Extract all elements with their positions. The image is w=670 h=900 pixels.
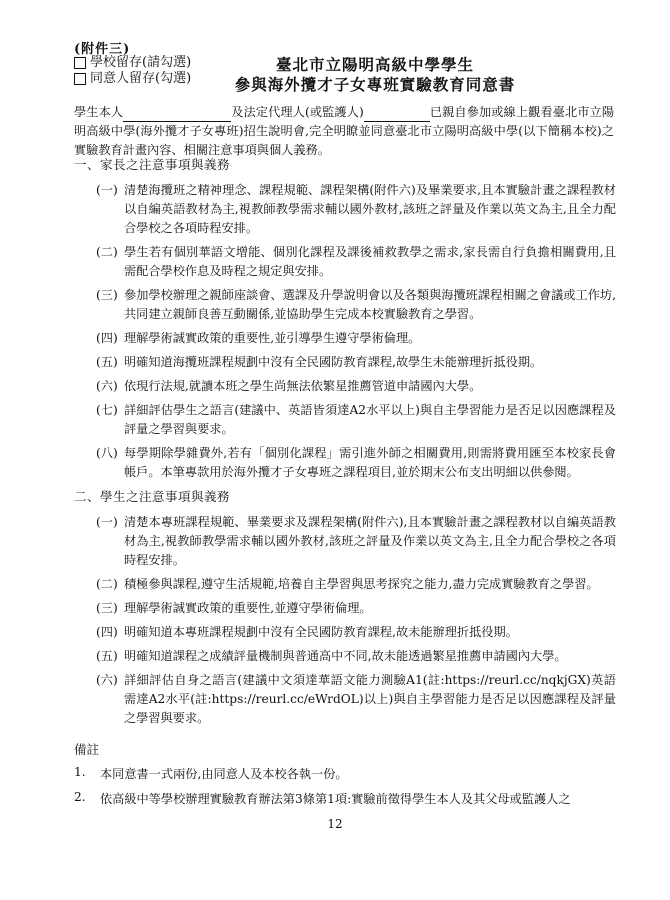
item-number: (二) [96,577,118,591]
item-text: 依現行法規,就讀本班之學生尚無法依繁星推薦管道申請國內大學。 [124,379,482,393]
item-number: (二) [96,245,118,259]
list-item [96,671,616,728]
item-text: 明確知道本專班課程規劃中沒有全民國防教育課程,故未能辦理折抵役期。 [124,625,518,639]
student-name-blank[interactable] [123,108,231,122]
list-item [96,513,616,570]
section-heading-parents: 一、家長之注意事項與義務 [74,157,231,172]
item-text: 理解學術誠實政策的重要性,並引導學生遵守學術倫理。 [124,331,421,345]
list-item [96,647,616,666]
note-number: 1. [74,765,86,779]
retain-option-consenter[interactable] [74,71,191,87]
item-number: (六) [96,379,118,393]
list-item [96,623,616,642]
item-text: 學生若有個別華語文增能、個別化課程及課後補救教學之需求,家長需自行負擔相關費用,且需配合學校作息及時程之規定與安排。 [124,245,616,278]
document-title-line1: 臺北市立陽明高級中學學生 [275,55,474,74]
list-item [96,286,616,324]
item-number: (一) [96,515,118,529]
note-item [74,765,348,782]
annex-label: (附件三) [74,42,131,57]
intro-guardian-label: 及法定代理人(或監護人) [231,105,364,119]
list-item [96,353,616,372]
item-text: 清楚海攬班之精神理念、課程規範、課程架構(附件六)及畢業要求,且本實驗計畫之課程教材以自編英語教材為主,視教師教學需求輔以國外教材,該班之評量及作業以英文為主,且全力配合學校之各項時程安排。 [124,183,616,235]
page-number: 12 [327,817,343,831]
item-number: (六) [96,673,118,687]
note-text: 依高級中等學校辦理實驗教育辦法第3條第1項:實驗前徵得學生本人及其父母或監護人之 [100,792,571,806]
list-item [96,575,616,594]
retain-option-label: 學校留存(請勾選) [90,55,192,70]
item-number: (五) [96,649,118,663]
item-text: 明確知道海攬班課程規劃中沒有全民國防教育課程,故學生未能辦理折抵役期。 [124,355,543,369]
section-heading-students: 二、學生之注意事項與義務 [74,489,231,504]
item-number: (一) [96,183,118,197]
item-number: (五) [96,355,118,369]
intro-paragraph [74,103,614,160]
notes-heading: 備註 [74,742,100,757]
note-number: 2. [74,790,86,804]
item-text: 清楚本專班課程規範、畢業要求及課程架構(附件六),且本實驗計畫之課程教材以自編英語教材為主,視教師教學需求輔以國外教材,該班之評量及作業以英文為主,且全力配合學校之各項時程安排。 [124,515,616,567]
item-text: 明確知道課程之成績評量機制與普通高中不同,故未能透過繁星推薦申請國內大學。 [124,649,567,663]
item-number: (三) [96,288,118,302]
item-text: 詳細評估學生之語言(建議中、英語皆須達A2水平以上)與自主學習能力是否足以因應課程及評量之學習與要求。 [124,403,616,436]
list-item [96,329,616,348]
item-text: 理解學術誠實政策的重要性,並遵守學術倫理。 [124,601,372,615]
intro-student-label: 學生本人 [74,105,124,119]
item-number: (三) [96,601,118,615]
item-number: (七) [96,403,118,417]
list-item [96,444,616,482]
checkbox-icon[interactable] [74,73,86,85]
item-text: 參加學校辦理之親師座談會、選課及升學說明會以及各類與海攬班課程相關之會議或工作坊,共同建立親師良善互動關係,並協助學生完成本校實驗教育之學習。 [124,288,616,321]
item-text: 每學期除學雜費外,若有「個別化課程」需引進外師之相關費用,則需將費用匯至本校家長會帳戶。本筆專款用於海外攬才子女專班之課程項目,並於期末公布支出明細以供參閱。 [124,446,616,479]
list-item [96,243,616,281]
guardian-name-blank[interactable] [364,108,430,122]
item-number: (四) [96,625,118,639]
document-title-line2: 參與海外攬才子女專班實驗教育同意書 [234,75,516,94]
item-text: 積極參與課程,遵守生活規範,培養自主學習與思考探究之能力,盡力完成實驗教育之學習。 [124,577,599,591]
list-item [96,181,616,238]
list-item [96,377,616,396]
parent-obligations-list [96,181,616,487]
list-item [96,401,616,439]
checkbox-icon[interactable] [74,57,86,69]
list-item [96,599,616,618]
item-number: (八) [96,446,118,460]
note-text: 本同意書一式兩份,由同意人及本校各執一份。 [100,767,348,781]
note-item [74,790,571,807]
item-number: (四) [96,331,118,345]
student-obligations-list [96,513,616,733]
intro-statement: 已親自參加或線上觀看臺北市立陽明高級中學(海外攬才子女專班)招生說明會,完全明瞭並同意臺北市立陽明高級中學(以下簡稱本校)之實驗教育計畫內容、相關注意事項與個人義務。 [74,105,615,157]
item-text: 詳細評估自身之語言(建議中文須達華語文能力測驗A1(註:https://reurl.cc/nqkjGX)英語需達A2水平(註:https://reurl.cc/eWrdOL)以上)與自主學習能力是否足以因應課程及評量之學習與要求。 [124,673,616,725]
retain-option-label: 同意人留存(勾選) [90,71,192,86]
retain-option-school[interactable] [74,55,191,71]
